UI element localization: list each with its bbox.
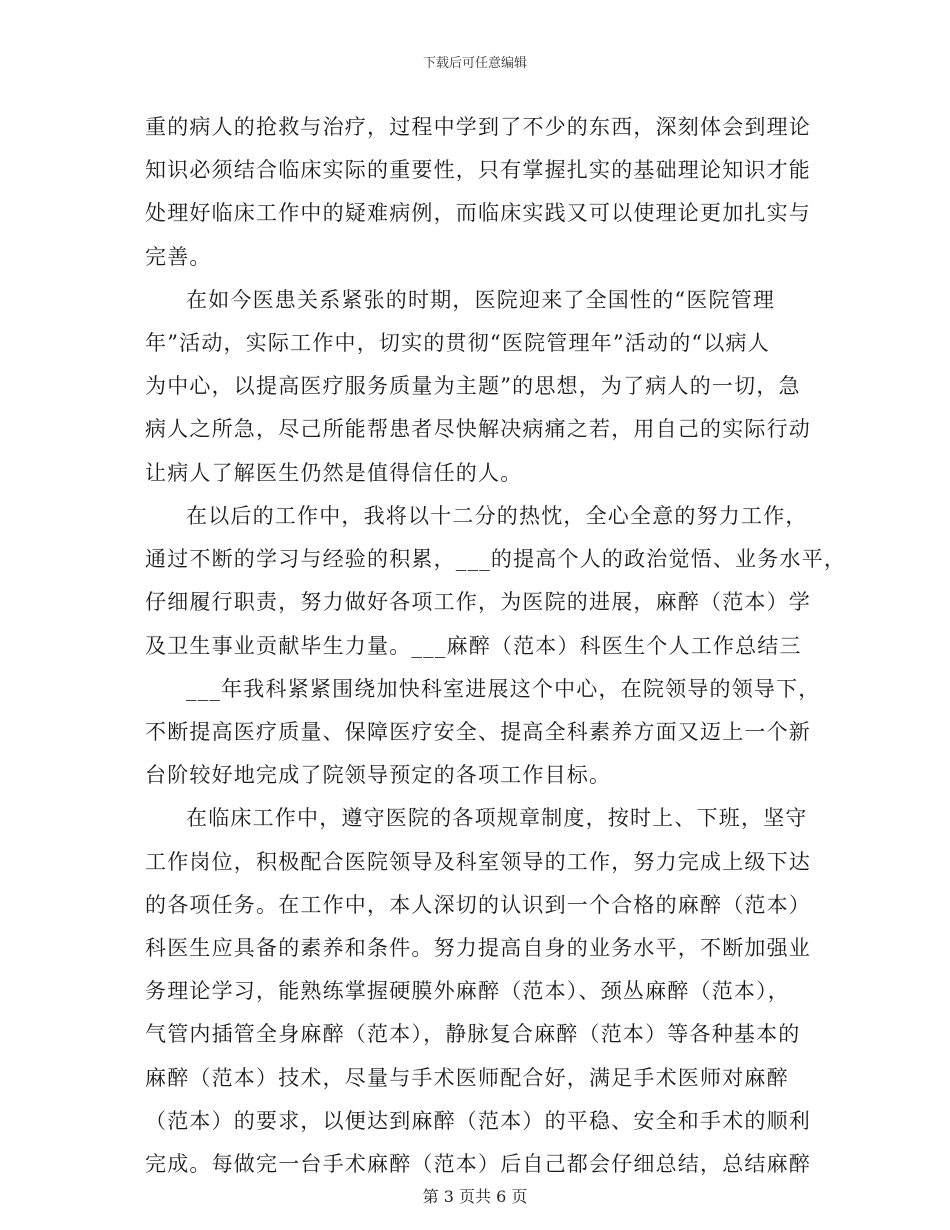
text-line: 处理好临床工作中的疑难病例，而临床实践又可以使理论更加扎实与 [145,201,811,225]
text-line: 不断提高医疗质量、保障医疗安全、提高全科素养方面又迈上一个新 [145,720,811,744]
text-line: 通过不断的学习与经验的积累，___的提高个人的政治觉悟、业务水平， [145,547,847,571]
text-line: 台阶较好地完成了院领导预定的各项工作目标。 [145,763,612,787]
text-line: （范本）的要求，以便达到麻醉（范本）的平稳、安全和手术的顺利 [145,1109,811,1133]
page-header: 下载后可任意编辑 [422,56,527,71]
text-line: 知识必须结合临床实际的重要性，只有掌握扎实的基础理论知识才能 [145,158,811,182]
text-line: 工作岗位，积极配合医院领导及科室领导的工作，努力完成上级下达 [145,850,811,874]
text-line: 科医生应具备的素养和条件。努力提高自身的业务水平，不断加强业 [145,936,811,960]
page-footer: 第 3 页共 6 页 [422,1187,528,1206]
text-line: 完成。每做完一台手术麻醉（范本）后自己都会仔细总结，总结麻醉 [145,1152,811,1176]
text-line: 及卫生事业贡献毕生力量。___麻醉（范本）科医生个人工作总结三 [145,634,802,658]
text-line: 病人之所急，尽己所能帮患者尽快解决病痛之若，用自己的实际行动 [145,417,811,441]
text-line: 在临床工作中，遵守医院的各项规章制度，按时上、下班，坚守 [186,806,808,830]
text-line: 在以后的工作中，我将以十二分的热忱，全心全意的努力工作， [186,504,808,528]
text-line: 麻醉（范本）技术，尽量与手术医师配合好，满足手术医师对麻醉 [145,1066,789,1090]
text-line: 务理论学习，能熟练掌握硬膜外麻醉（范本）、颈丛麻醉（范本）， [145,979,790,1003]
text-line: 的各项任务。在工作中，本人深切的认识到一个合格的麻醉（范本） [145,893,811,917]
text-line: 让病人了解医生仍然是值得信任的人。 [145,461,523,485]
text-line: 完善。 [145,245,212,269]
text-line: 气管内插管全身麻醉（范本），静脉复合麻醉（范本）等各种基本的 [145,1022,801,1046]
text-line: ___年我科紧紧围绕加快科室进展这个中心，在院领导的领导下， [186,677,821,701]
text-line: 在如今医患关系紧张的时期，医院迎来了全国性的“医院管理 [186,288,776,312]
text-line: 年”活动，实际工作中，切实的贯彻“医院管理年”活动的“以病人 [145,331,770,355]
text-line: 重的病人的抢救与治疗，过程中学到了不少的东西，深刻体会到理论 [145,115,811,139]
text-line: 为中心，以提高医疗服务质量为主题”的思想，为了病人的一切，急 [145,374,801,398]
text-line: 仔细履行职责，努力做好各项工作，为医院的进展，麻醉（范本）学 [145,590,811,614]
